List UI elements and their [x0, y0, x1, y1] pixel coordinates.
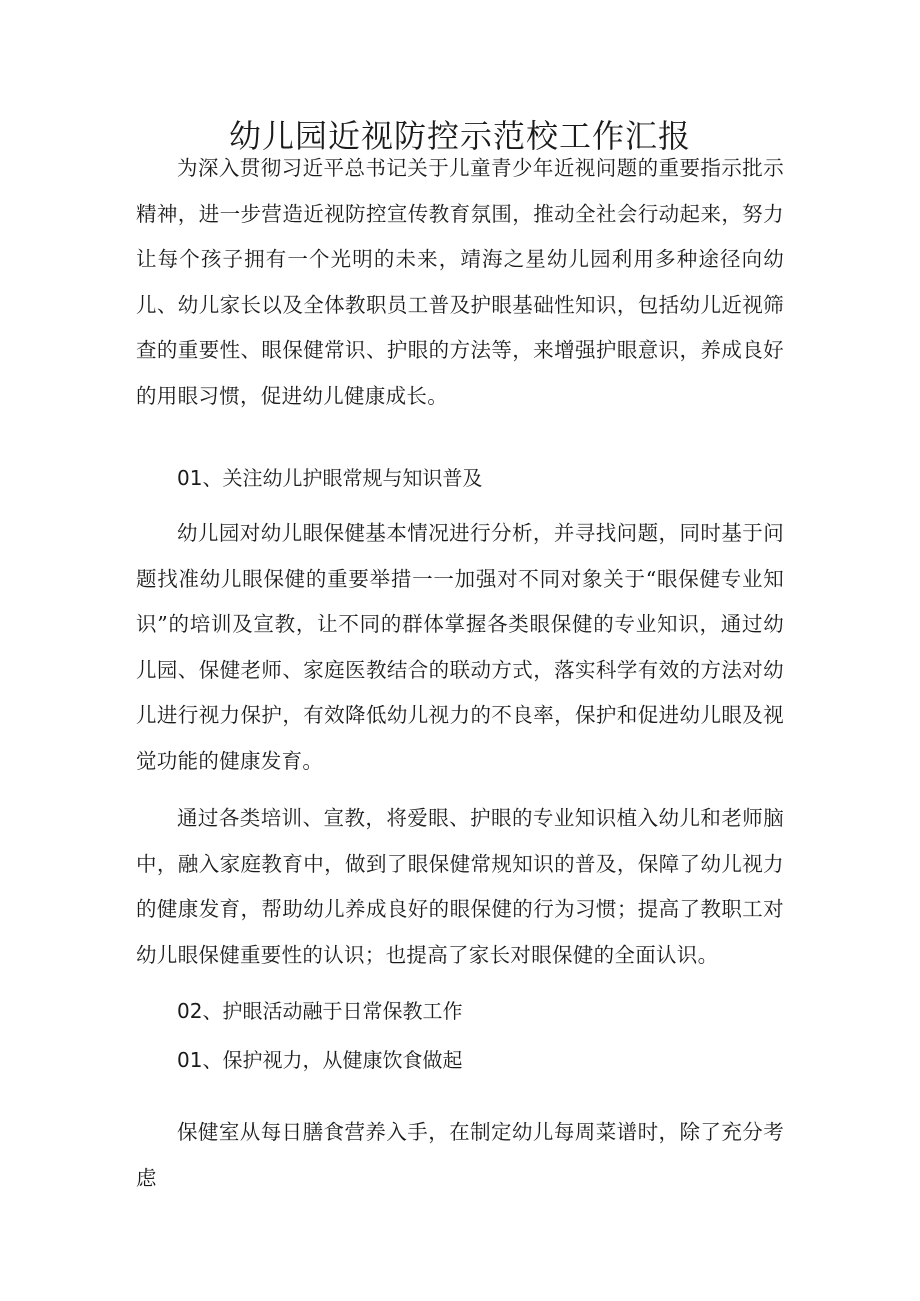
section-heading-01: 01、关注幼儿护眼常规与知识普及	[177, 466, 483, 490]
section1-paragraph-2: 通过各类培训、宣教，将爱眼、护眼的专业知识植入幼儿和老师脑中，融入家庭教育中，做到了眼保健常规知识的普及，保障了幼儿视力的健康发育，帮助幼儿养成良好的眼保健的行为习惯；提高了教职工对幼儿眼保健重要性的认识；也提高了家长对眼保健的全面认识。	[136, 806, 784, 967]
page-title: 幼儿园近视防控示范校工作汇报	[228, 117, 691, 155]
section-heading-02: 02、护眼活动融于日常保教工作	[177, 999, 463, 1023]
subsection1-paragraph: 保健室从每日膳食营养入手，在制定幼儿每周菜谱时，除了充分考虑	[136, 1120, 784, 1190]
section1-paragraph-1: 幼儿园对幼儿眼保健基本情况进行分析，并寻找问题，同时基于问题找准幼儿眼保健的重要举措一一加强对不同对象关于“眼保健专业知识”的培训及宣教，让不同的群体掌握各类眼保健的专业知识，通过幼儿园、保健老师、家庭医教结合的联动方式，落实科学有效的方法对幼儿进行视力保护，有效降低幼儿视力的不良率，保护和促进幼儿眼及视觉功能的健康发育。	[136, 521, 784, 773]
intro-paragraph: 为深入贯彻习近平总书记关于儿童青少年近视问题的重要指示批示精神，进一步营造近视防控宣传教育氛围，推动全社会行动起来，努力让每个孩子拥有一个光明的未来，靖海之星幼儿园利用多种途径向幼儿、幼儿家长以及全体教职员工普及护眼基础性知识，包括幼儿近视筛查的重要性、眼保健常识、护眼的方法等，来增强护眼意识，养成良好的用眼习惯，促进幼儿健康成长。	[136, 156, 784, 408]
subsection-heading-01: 01、保护视力，从健康饮食做起	[177, 1048, 463, 1072]
